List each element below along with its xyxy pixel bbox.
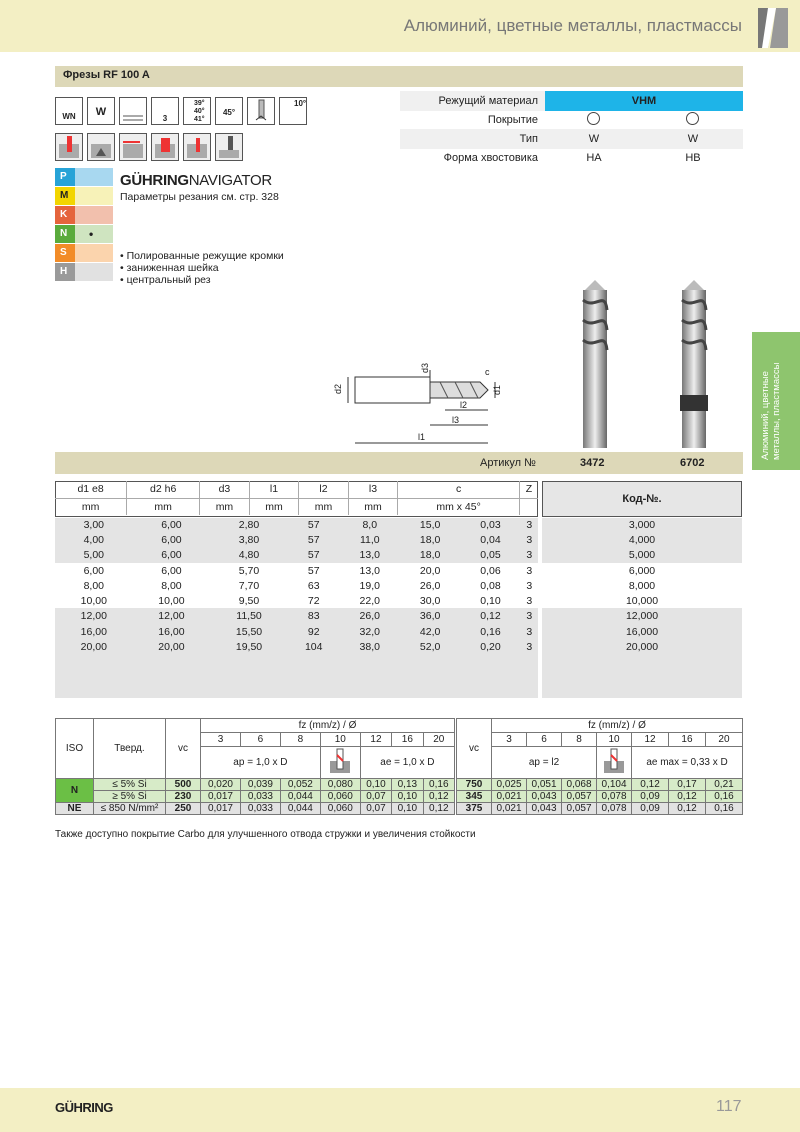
table-cell: 3: [526, 518, 533, 531]
code-cell: 10,000: [625, 595, 659, 608]
table-cell: 6,00: [83, 564, 105, 577]
table-row: [457, 779, 743, 791]
guhring-logo-icon: [754, 6, 790, 50]
article-label: Артикул №: [480, 457, 536, 469]
fz-cell: 0,13: [392, 779, 423, 791]
diameter-header: 16: [392, 733, 423, 747]
table-cell: 20,00: [158, 641, 185, 654]
fz-cell: 0,09: [632, 791, 669, 803]
hardness-cell: ≤ 5% Si: [94, 779, 166, 791]
fz-cell: 0,060: [320, 803, 360, 815]
table-cell: 10,00: [80, 595, 107, 608]
table-cell: 52,0: [419, 641, 441, 654]
table-cell: 10,00: [158, 595, 185, 608]
fz-cell: 0,025: [492, 779, 527, 791]
table-cell: 6,00: [161, 549, 182, 562]
iso-n-mark: •: [75, 225, 113, 243]
shank-value-1: HA: [586, 152, 602, 164]
table-cell: 9,50: [238, 595, 260, 608]
table-cell: 26,0: [359, 610, 380, 623]
iso-h: H: [55, 263, 113, 281]
code-cell: 3,000: [628, 518, 656, 531]
table-row: [56, 791, 455, 803]
table-row: [55, 532, 538, 547]
table-cell: 2,80: [238, 518, 260, 531]
vc-header: vc: [457, 719, 492, 779]
table-cell: 20,00: [80, 641, 107, 654]
code-cell: 4,000: [628, 533, 656, 546]
table-cell: 3: [526, 625, 533, 638]
table-cell: 0,05: [480, 549, 501, 562]
table-cell: 8,00: [161, 579, 182, 592]
table-cell: 16,00: [158, 625, 185, 638]
table-row: [55, 563, 538, 578]
fz-cell: 0,060: [320, 791, 360, 803]
table-cell: 57: [307, 549, 320, 562]
feature-item: • Полированные режущие кромки: [120, 250, 284, 262]
table-cell: 11,50: [236, 610, 262, 623]
code-row: [542, 563, 742, 578]
type-label: Тип: [519, 133, 538, 145]
vc-cell: 500: [166, 779, 201, 791]
tool-photo-hb: [674, 280, 714, 450]
table-cell: 13,0: [359, 549, 380, 562]
engagement-icon: [597, 747, 632, 779]
diameter-header: 10: [320, 733, 360, 747]
diameter-header: 20: [705, 733, 742, 747]
fz-header: fz (mm/z) / Ø: [201, 719, 455, 733]
chapter-side-tab[interactable]: Алюминий, цветные металлы, пластмассы: [752, 332, 800, 470]
fz-cell: 0,057: [562, 791, 597, 803]
table-cell: 5,70: [238, 564, 260, 577]
label-l3: l3: [452, 415, 460, 425]
fz-cell: 0,033: [240, 803, 280, 815]
col-d2: d2 h6: [127, 481, 200, 498]
table-cell: 12,00: [158, 610, 185, 623]
table-cell: 0,08: [480, 579, 501, 592]
code-row: [542, 517, 742, 532]
diameter-header: 8: [280, 733, 320, 747]
wn-icon: WN: [55, 97, 83, 125]
table-cell: 26,0: [419, 579, 441, 592]
fz-cell: 0,12: [423, 803, 454, 815]
table-cell: 0,04: [480, 533, 501, 546]
tool-photo-ha: [575, 280, 615, 450]
iso-p: P: [55, 168, 113, 186]
table-cell: 19,0: [359, 579, 380, 592]
material-label: Режущий материал: [438, 95, 538, 107]
fz-cell: 0,068: [562, 779, 597, 791]
table-row: [55, 578, 538, 593]
label-d1: d1: [492, 384, 503, 396]
table-cell: 0,06: [480, 564, 501, 577]
label-d2: d2: [333, 383, 344, 395]
table-header-row: [55, 481, 538, 498]
fz-cell: 0,16: [705, 803, 742, 815]
diameter-header: 12: [360, 733, 391, 747]
cutting-table-left: [55, 718, 455, 815]
code-row: [542, 624, 742, 639]
application-icons-row1: [55, 97, 305, 127]
application-icons-row2: [55, 133, 245, 163]
table-cell: 4,00: [83, 533, 105, 546]
code-row: [542, 578, 742, 593]
table-cell: 3: [526, 641, 533, 654]
side-milling-icon: [119, 133, 147, 161]
footer-brand: GÜHRING: [55, 1100, 113, 1115]
shank-label: Форма хвостовика: [443, 152, 538, 164]
coating-circle-icon: [686, 112, 699, 125]
table-cell: 8,0: [362, 518, 378, 531]
table-cell: 57: [307, 564, 320, 577]
diameter-header: 3: [492, 733, 527, 747]
label-d3: d3: [420, 362, 431, 374]
fz-cell: 0,078: [597, 791, 632, 803]
coating-label: Покрытие: [487, 114, 538, 126]
table-row: [56, 803, 455, 815]
product-title-bar: [55, 66, 743, 87]
page-title: Алюминий, цветные металлы, пластмассы: [403, 16, 742, 35]
fz-cell: 0,021: [492, 803, 527, 815]
type-value-2: W: [687, 133, 699, 145]
table-cell: 22,0: [359, 595, 380, 608]
code-rows: [542, 517, 742, 655]
table-cell: 3: [526, 533, 533, 546]
table-cell: 7,70: [238, 579, 260, 592]
vc-header: vc: [166, 719, 201, 779]
pocket-icon: [151, 133, 179, 161]
col-l1: l1: [249, 481, 299, 498]
col-l2: l2: [299, 481, 349, 498]
fz-cell: 0,09: [632, 803, 669, 815]
fz-header: fz (mm/z) / Ø: [492, 719, 743, 733]
fz-cell: 0,020: [201, 779, 241, 791]
table-cell: 3,80: [238, 533, 260, 546]
hardness-cell: ≤ 850 N/mm²: [94, 803, 166, 815]
table-cell: 3: [526, 564, 533, 577]
col-z: Z: [525, 483, 533, 496]
table-cell: 13,0: [359, 564, 380, 577]
table-cell: 16,00: [80, 625, 107, 638]
code-row: [542, 609, 742, 624]
fz-cell: 0,017: [201, 791, 241, 803]
table-cell: 0,20: [480, 641, 501, 654]
ap-label: ap = l2: [492, 747, 597, 779]
code-row: [542, 639, 742, 654]
slotting-icon: [55, 133, 83, 161]
table-cell: 0,03: [480, 518, 501, 531]
fz-cell: 0,043: [527, 791, 562, 803]
diameter-header: 8: [562, 733, 597, 747]
dimension-rows: [55, 517, 538, 655]
col-c: c: [398, 481, 520, 498]
fz-cell: 0,12: [669, 803, 706, 815]
page-footer: [0, 1088, 800, 1132]
fz-cell: 0,044: [280, 803, 320, 815]
dimension-table: [55, 481, 538, 515]
table-cell: 18,0: [419, 549, 441, 562]
fz-cell: 0,16: [423, 779, 454, 791]
diameter-header: 20: [423, 733, 454, 747]
label-c: c: [485, 367, 490, 377]
vc-cell: 250: [166, 803, 201, 815]
table-cell: 0,12: [480, 610, 501, 623]
table-row: [55, 517, 538, 532]
table-cell: 104: [304, 641, 323, 654]
article-6702: 6702: [680, 457, 705, 469]
iso-header: ISO: [56, 719, 94, 779]
fz-cell: 0,057: [562, 803, 597, 815]
helix-angle-icon: 39° 40° 41°: [183, 97, 211, 125]
table-row: [457, 803, 743, 815]
hardness-cell: ≥ 5% Si: [94, 791, 166, 803]
fz-cell: 0,16: [705, 791, 742, 803]
vc-cell: 375: [457, 803, 492, 815]
surface-icon: [119, 97, 147, 125]
label-l1: l1: [418, 432, 426, 442]
fz-cell: 0,051: [527, 779, 562, 791]
fz-cell: 0,10: [392, 803, 423, 815]
engagement-icon: [320, 747, 360, 779]
table-cell: 57: [307, 533, 320, 546]
feature-list: [120, 250, 284, 286]
table-cell: 12,00: [80, 610, 107, 623]
iso-k: K: [55, 206, 113, 224]
table-cell: 30,0: [419, 595, 441, 608]
table-cell: 57: [307, 518, 320, 531]
table-cell: 63: [307, 579, 320, 592]
table-row: [55, 593, 538, 608]
table-row: [55, 548, 538, 563]
fz-cell: 0,104: [597, 779, 632, 791]
iso-s: S: [55, 244, 113, 262]
ap-label: ap = 1,0 x D: [201, 747, 321, 779]
fz-cell: 0,10: [360, 779, 391, 791]
code-cell: 12,000: [625, 610, 659, 623]
vc-cell: 230: [166, 791, 201, 803]
ae-label: ae max = 0,33 x D: [632, 747, 743, 779]
col-d3: d3: [200, 481, 250, 498]
diameter-header: 6: [240, 733, 280, 747]
table-cell: 19,50: [235, 641, 263, 654]
fz-cell: 0,021: [492, 791, 527, 803]
code-cell: 16,000: [625, 625, 659, 638]
fz-cell: 0,21: [705, 779, 742, 791]
table-row: [457, 791, 743, 803]
table-cell: 11,0: [359, 533, 380, 546]
w-type-icon: W: [87, 97, 115, 125]
code-row: [542, 593, 742, 608]
cutting-table-right: [456, 718, 743, 815]
tool-drawing: [330, 355, 510, 450]
table-row: [55, 609, 538, 624]
table-cell: 4,80: [238, 549, 260, 562]
table-cell: 36,0: [419, 610, 441, 623]
table-row: [55, 639, 538, 654]
table-row: [56, 779, 455, 791]
table-cell: 18,0: [419, 533, 441, 546]
table-cell: 20,0: [419, 564, 441, 577]
navigator-logo: GÜHRINGNAVIGATOR: [120, 172, 272, 189]
fz-cell: 0,10: [392, 791, 423, 803]
code-row: [542, 548, 742, 563]
fz-cell: 0,017: [201, 803, 241, 815]
fz-cell: 0,039: [240, 779, 280, 791]
table-cell: 6,00: [161, 533, 182, 546]
table-cell: 5,00: [83, 549, 105, 562]
table-cell: 3: [526, 595, 533, 608]
ramping-icon: [183, 133, 211, 161]
article-bar: [55, 452, 743, 474]
fz-cell: 0,033: [240, 791, 280, 803]
table-cell: 83: [307, 610, 320, 623]
diameter-header: 16: [669, 733, 706, 747]
code-header: Код-№.: [542, 481, 742, 517]
table-cell: 3: [526, 579, 533, 592]
vc-cell: 345: [457, 791, 492, 803]
table-cell: 3: [526, 610, 533, 623]
fz-cell: 0,07: [360, 791, 391, 803]
iso-n-cell: N: [56, 779, 94, 803]
iso-ne-cell: NE: [56, 803, 94, 815]
vc-cell: 750: [457, 779, 492, 791]
fz-cell: 0,052: [280, 779, 320, 791]
navigator-note: Параметры резания см. стр. 328: [120, 191, 279, 203]
table-cell: 32,0: [359, 625, 380, 638]
material-value: VHM: [545, 91, 743, 111]
center-cut-icon: [247, 97, 275, 125]
table-cell: 92: [307, 625, 320, 638]
table-cell: 0,10: [480, 595, 501, 608]
iso-n: N •: [55, 225, 113, 243]
feature-item: • центральный рез: [120, 274, 211, 286]
fz-cell: 0,12: [423, 791, 454, 803]
table-cell: 0,16: [480, 625, 501, 638]
code-row: [542, 532, 742, 547]
contour-icon: [215, 133, 243, 161]
table-cell: 6,00: [161, 564, 182, 577]
code-cell: 6,000: [628, 564, 656, 577]
diameter-header: 10: [597, 733, 632, 747]
col-d1: d1 e8: [55, 481, 127, 498]
table-cell: 6,00: [161, 518, 182, 531]
fz-cell: 0,07: [360, 803, 391, 815]
hardness-header: Тверд.: [94, 719, 166, 779]
flutes-icon: 3: [151, 97, 179, 125]
table-cell: 3,00: [83, 518, 105, 531]
table-cell: 15,50: [235, 625, 263, 638]
plunging-icon: [87, 133, 115, 161]
table-cell: 38,0: [359, 641, 380, 654]
shank-value-2: HB: [685, 152, 701, 164]
table-cell: 15,0: [419, 518, 441, 531]
type-value-1: W: [588, 133, 600, 145]
angle-10-icon: 10°: [279, 97, 307, 125]
table-cell: 3: [526, 549, 533, 562]
page-number: 117: [716, 1098, 742, 1115]
fz-cell: 0,12: [632, 779, 669, 791]
fz-cell: 0,17: [669, 779, 706, 791]
carbo-note: Также доступно покрытие Carbo для улучшенного отвода стружки и увеличения стойкости: [55, 829, 476, 840]
label-l2: l2: [460, 400, 468, 410]
table-unit-row: mm mm mm mm mm mm mm x 45°: [55, 498, 538, 515]
ae-label: ae = 1,0 x D: [360, 747, 454, 779]
table-cell: 42,0: [419, 625, 441, 638]
diameter-header: 3: [201, 733, 241, 747]
fz-cell: 0,043: [527, 803, 562, 815]
iso-m: M: [55, 187, 113, 205]
fz-cell: 0,12: [669, 791, 706, 803]
col-l3: l3: [348, 481, 398, 498]
table-cell: 72: [307, 595, 320, 608]
chamfer-45-icon: 45°: [215, 97, 243, 125]
table-row: [55, 624, 538, 639]
article-3472: 3472: [580, 457, 605, 469]
code-cell: 5,000: [628, 549, 656, 562]
fz-cell: 0,078: [597, 803, 632, 815]
coating-circle-icon: [587, 112, 600, 125]
fz-cell: 0,044: [280, 791, 320, 803]
fz-cell: 0,080: [320, 779, 360, 791]
code-cell: 20,000: [625, 641, 659, 654]
diameter-header: 6: [527, 733, 562, 747]
table-cell: 8,00: [83, 579, 105, 592]
feature-item: • заниженная шейка: [120, 262, 219, 274]
diameter-header: 12: [632, 733, 669, 747]
product-title: Фрезы RF 100 A: [63, 69, 150, 81]
code-cell: 8,000: [628, 579, 656, 592]
